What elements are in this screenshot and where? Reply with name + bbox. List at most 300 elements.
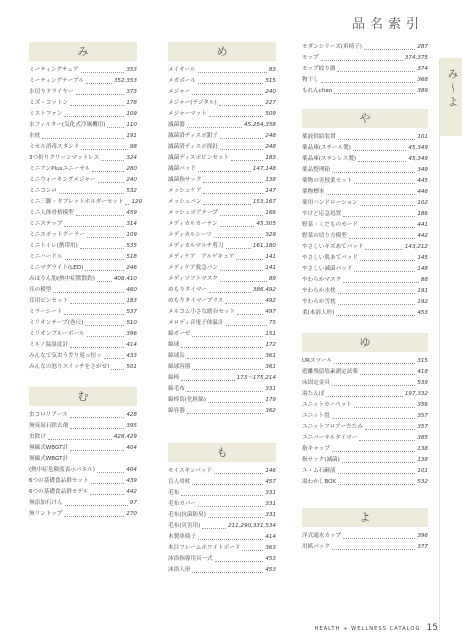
entry-page: 178 bbox=[126, 100, 137, 106]
leader-dots bbox=[87, 237, 124, 238]
index-entry[interactable] bbox=[302, 531, 428, 542]
leader-dots bbox=[220, 270, 263, 271]
index-entry[interactable] bbox=[29, 98, 137, 109]
entry-page: 145 bbox=[417, 255, 428, 261]
index-entry[interactable] bbox=[29, 329, 137, 340]
entry-page: 147,148 bbox=[252, 166, 276, 172]
index-entry[interactable] bbox=[302, 477, 428, 488]
entry-name: 3つ折りクリーンマットレス bbox=[29, 155, 100, 161]
entry-name: 柔(木浴人形) bbox=[302, 310, 335, 316]
index-entry[interactable] bbox=[302, 253, 428, 264]
index-entry[interactable] bbox=[29, 410, 137, 421]
leader-dots bbox=[85, 325, 124, 326]
index-entry[interactable] bbox=[29, 509, 137, 520]
entry-page: 459 bbox=[126, 210, 137, 216]
entry-name: 薬用ハンドローション bbox=[302, 200, 358, 206]
entry-page: 453 bbox=[265, 567, 276, 573]
index-entry[interactable] bbox=[168, 488, 276, 499]
leader-dots bbox=[65, 259, 125, 260]
index-entry[interactable] bbox=[302, 165, 428, 176]
leader-dots bbox=[202, 528, 226, 529]
entry-name: URスツール bbox=[302, 358, 333, 364]
index-entry[interactable] bbox=[302, 75, 428, 86]
index-entry[interactable] bbox=[168, 285, 276, 296]
entry-page: 161,180 bbox=[252, 243, 276, 249]
index-entry[interactable] bbox=[29, 285, 137, 296]
catalog-name: HEALTH + WELLNESS CATALOG bbox=[314, 626, 421, 632]
leader-dots bbox=[326, 396, 402, 397]
index-entry[interactable] bbox=[168, 164, 276, 175]
entry-page: 457 bbox=[265, 479, 276, 485]
index-entry[interactable] bbox=[168, 521, 276, 532]
index-entry[interactable] bbox=[29, 76, 137, 87]
index-entry[interactable] bbox=[29, 87, 137, 98]
index-entry[interactable] bbox=[168, 230, 276, 241]
index-entry[interactable] bbox=[168, 252, 276, 263]
entry-name: ミニ三脚・タブレットホルダーセット bbox=[29, 199, 124, 205]
index-entry[interactable] bbox=[168, 477, 276, 488]
entry-name: 無線式WBGT計 bbox=[29, 456, 69, 462]
index-entry[interactable] bbox=[168, 241, 276, 252]
index-entry[interactable] bbox=[168, 186, 276, 197]
leader-dots bbox=[220, 226, 255, 227]
entry-page: 329 bbox=[265, 232, 276, 238]
index-entry[interactable] bbox=[29, 142, 137, 153]
index-entry[interactable] bbox=[302, 466, 428, 477]
index-entry[interactable] bbox=[168, 142, 276, 153]
index-entry[interactable] bbox=[168, 175, 276, 186]
entry-name: 滅菌指サック bbox=[168, 177, 202, 183]
entry-page: 418 bbox=[417, 369, 428, 375]
leader-dots bbox=[237, 314, 263, 315]
index-entry[interactable] bbox=[302, 42, 428, 53]
entry-name: 綿棒筒(化粧綿) bbox=[168, 397, 206, 403]
entry-name: メイオール bbox=[168, 67, 196, 73]
entry-name: 薬品庫(ステンレス製) bbox=[302, 156, 357, 162]
entry-page: 191 bbox=[126, 133, 137, 139]
entry-page: 349 bbox=[417, 167, 428, 173]
entry-name: やさしい肌あてパッド bbox=[302, 255, 358, 261]
entry-page: 173〜175,214 bbox=[236, 375, 276, 381]
entry-name: 盲人用杖 bbox=[168, 479, 191, 485]
leader-dots bbox=[92, 171, 124, 172]
index-entry[interactable] bbox=[29, 175, 137, 186]
side-index-tab[interactable] bbox=[440, 58, 462, 136]
leader-dots bbox=[236, 259, 263, 260]
leader-dots bbox=[219, 105, 264, 106]
leader-dots bbox=[86, 83, 112, 84]
index-entry[interactable] bbox=[168, 554, 276, 565]
index-entry[interactable] bbox=[168, 395, 276, 406]
entry-name: 指サック(減菌) bbox=[302, 457, 340, 463]
entry-name: メディカルシーツ bbox=[168, 232, 212, 238]
leader-dots bbox=[214, 473, 263, 474]
entry-page: 287 bbox=[417, 44, 428, 50]
index-entry[interactable] bbox=[302, 209, 428, 220]
entry-page: 83 bbox=[268, 67, 276, 73]
entry-page: 439 bbox=[126, 478, 137, 484]
entry-page: 442 bbox=[417, 233, 428, 239]
index-entry[interactable] bbox=[168, 351, 276, 362]
index-entry[interactable] bbox=[302, 308, 428, 319]
entry-page: 148 bbox=[417, 266, 428, 272]
index-entry[interactable] bbox=[29, 186, 137, 197]
entry-name: ミストファン bbox=[29, 111, 63, 117]
leader-dots bbox=[208, 517, 263, 518]
index-entry[interactable] bbox=[302, 542, 428, 553]
index-column-3 bbox=[302, 42, 428, 553]
leader-dots bbox=[326, 194, 415, 195]
entry-page: 143,212 bbox=[404, 244, 428, 250]
section-heading: み bbox=[29, 42, 137, 61]
index-entry[interactable] bbox=[302, 86, 428, 97]
index-entry[interactable] bbox=[168, 120, 276, 131]
leader-dots bbox=[64, 116, 124, 117]
index-entry[interactable] bbox=[29, 241, 137, 252]
leader-dots bbox=[48, 439, 112, 440]
leader-dots bbox=[187, 127, 242, 128]
entry-page: 404 bbox=[126, 445, 137, 451]
entry-page: 270 bbox=[126, 511, 137, 517]
leader-dots bbox=[360, 374, 415, 375]
leader-dots bbox=[226, 325, 267, 326]
index-entry[interactable] bbox=[302, 411, 428, 422]
leader-dots bbox=[70, 347, 124, 348]
entry-page: 109 bbox=[126, 111, 137, 117]
leader-dots bbox=[181, 380, 234, 381]
index-section bbox=[29, 387, 137, 520]
index-entry[interactable] bbox=[302, 389, 428, 400]
entry-page: 433 bbox=[126, 353, 137, 359]
entry-name: やけど応急処置 bbox=[302, 211, 342, 217]
index-entry[interactable] bbox=[302, 53, 428, 64]
index-entry[interactable] bbox=[29, 296, 137, 307]
entry-name: 床固定金具 bbox=[302, 380, 330, 386]
entry-name: ミルノ温湿度計 bbox=[29, 342, 68, 348]
index-entry[interactable] bbox=[29, 208, 137, 219]
index-entry[interactable] bbox=[302, 378, 428, 389]
index-entry[interactable] bbox=[302, 187, 428, 198]
entry-page: 227 bbox=[265, 100, 276, 106]
index-entry[interactable] bbox=[168, 87, 276, 98]
leader-dots bbox=[192, 369, 263, 370]
page-title: 品名索引 bbox=[351, 17, 424, 32]
entry-page: 186 bbox=[417, 211, 428, 217]
entry-page: 373 bbox=[126, 89, 137, 95]
entry-page: 497 bbox=[265, 309, 276, 315]
index-entry[interactable] bbox=[302, 198, 428, 209]
index-entry[interactable] bbox=[29, 362, 137, 373]
index-entry[interactable] bbox=[168, 219, 276, 230]
index-entry[interactable] bbox=[168, 296, 276, 307]
entry-name: 薬品庫(スチール製) bbox=[302, 145, 351, 151]
section-heading: よ bbox=[302, 508, 428, 527]
leader-dots bbox=[198, 171, 251, 172]
index-entry[interactable] bbox=[302, 400, 428, 411]
index-entry[interactable] bbox=[168, 543, 276, 554]
entry-page: 331 bbox=[265, 501, 276, 507]
index-entry[interactable] bbox=[302, 220, 428, 231]
index-entry[interactable] bbox=[168, 565, 276, 576]
entry-list bbox=[168, 61, 276, 417]
index-section bbox=[168, 443, 276, 576]
index-entry[interactable] bbox=[168, 373, 276, 384]
leader-dots bbox=[332, 549, 415, 550]
leader-dots bbox=[209, 116, 263, 117]
leader-dots bbox=[338, 139, 416, 140]
entry-page: 211,290,331,534 bbox=[227, 523, 276, 529]
leader-dots bbox=[214, 237, 263, 238]
leader-dots bbox=[220, 149, 263, 150]
entry-page: 537 bbox=[126, 309, 137, 315]
index-entry[interactable] bbox=[168, 340, 276, 351]
entry-page: 357 bbox=[417, 413, 428, 419]
entry-name: ミセル消毒スタンド bbox=[29, 144, 80, 150]
index-entry[interactable] bbox=[168, 109, 276, 120]
entry-name: 指キャップ bbox=[302, 446, 330, 452]
index-entry[interactable] bbox=[168, 153, 276, 164]
index-entry[interactable] bbox=[29, 164, 137, 175]
leader-dots bbox=[209, 292, 251, 293]
index-entry[interactable] bbox=[29, 307, 137, 318]
index-entry[interactable] bbox=[29, 153, 137, 164]
entry-name: メルコム小さな踏台セット bbox=[168, 309, 236, 315]
entry-page: 389 bbox=[417, 88, 428, 94]
leader-dots bbox=[70, 450, 124, 451]
leader-dots bbox=[192, 484, 263, 485]
entry-name: ミニスポットクーラー bbox=[29, 232, 85, 238]
leader-dots bbox=[365, 429, 415, 430]
leader-dots bbox=[332, 172, 415, 173]
leader-dots bbox=[64, 226, 124, 227]
entry-page: 45,349 bbox=[408, 145, 428, 151]
entry-page: 356 bbox=[417, 402, 428, 408]
entry-page: 75 bbox=[268, 320, 276, 326]
leader-dots bbox=[125, 204, 129, 205]
leader-dots bbox=[85, 270, 124, 271]
entry-name: 毛布 bbox=[168, 490, 180, 496]
index-entry[interactable] bbox=[29, 263, 137, 274]
index-entry[interactable] bbox=[29, 252, 137, 263]
entry-name: 無添加石けん bbox=[29, 500, 63, 506]
entry-page: 166 bbox=[265, 210, 276, 216]
index-entry[interactable] bbox=[29, 432, 137, 443]
index-entry[interactable] bbox=[168, 384, 276, 395]
index-entry[interactable] bbox=[29, 120, 137, 131]
index-entry[interactable] bbox=[302, 264, 428, 275]
entry-name: 薬品整理箱 bbox=[302, 167, 330, 173]
entry-page: 192 bbox=[417, 299, 428, 305]
index-entry[interactable] bbox=[29, 351, 137, 362]
leader-dots bbox=[220, 281, 267, 282]
leader-dots bbox=[321, 60, 403, 61]
entry-page: 535 bbox=[126, 243, 137, 249]
entry-name: ユニバーサルタイマー bbox=[302, 435, 358, 441]
index-entry[interactable] bbox=[302, 143, 428, 154]
leader-dots bbox=[242, 550, 263, 551]
entry-name: メディケア アルゲキュア bbox=[168, 254, 235, 260]
index-entry[interactable] bbox=[302, 64, 428, 75]
leader-dots bbox=[334, 93, 415, 94]
index-entry[interactable] bbox=[168, 307, 276, 318]
entry-name: やさしい減菌パッド bbox=[302, 266, 353, 272]
entry-name: ミリオンテープ(巻尺) bbox=[29, 320, 84, 326]
entry-page: 179 bbox=[265, 397, 276, 403]
index-entry[interactable] bbox=[168, 510, 276, 521]
entry-page: 518 bbox=[126, 254, 137, 260]
leader-dots bbox=[192, 572, 263, 573]
index-entry[interactable] bbox=[29, 197, 143, 208]
entry-name: モイスキンパッド bbox=[168, 468, 213, 474]
entry-page: 501 bbox=[126, 364, 137, 370]
index-entry[interactable] bbox=[29, 274, 137, 285]
index-entry[interactable] bbox=[29, 476, 137, 487]
entry-page: 352,353 bbox=[113, 78, 137, 84]
index-entry[interactable] bbox=[29, 318, 137, 329]
entry-page: 248 bbox=[265, 133, 276, 139]
entry-page: 109 bbox=[126, 232, 137, 238]
index-entry[interactable] bbox=[29, 230, 137, 241]
index-entry[interactable] bbox=[302, 154, 428, 165]
leader-dots bbox=[359, 440, 415, 441]
section-heading: め bbox=[168, 42, 276, 61]
entry-name: 耳用ピンセット bbox=[29, 298, 69, 304]
index-entry[interactable] bbox=[302, 275, 428, 286]
index-entry[interactable] bbox=[302, 367, 428, 378]
entry-name: 綿ガーゼ bbox=[168, 331, 191, 337]
entry-page: 374 bbox=[417, 66, 428, 72]
entry-name: メディソフトマスク bbox=[168, 276, 218, 282]
entry-page: 183 bbox=[126, 298, 137, 304]
index-entry[interactable] bbox=[302, 433, 428, 444]
leader-dots bbox=[220, 215, 263, 216]
entry-page: 414 bbox=[126, 342, 137, 348]
index-entry[interactable] bbox=[29, 109, 137, 120]
leader-dots bbox=[81, 149, 128, 150]
entry-name: (熱中症危険度表示パネル) bbox=[29, 467, 95, 473]
index-entry[interactable] bbox=[168, 65, 276, 76]
index-entry[interactable] bbox=[29, 487, 137, 498]
entry-page: 191 bbox=[417, 288, 428, 294]
index-entry[interactable] bbox=[29, 131, 137, 142]
index-entry[interactable] bbox=[29, 421, 137, 432]
index-entry[interactable] bbox=[29, 498, 137, 509]
index-entry[interactable] bbox=[302, 444, 428, 455]
index-entry[interactable] bbox=[168, 499, 276, 510]
entry-page: 141 bbox=[265, 254, 276, 260]
leader-dots bbox=[111, 369, 124, 370]
entry-name: ミニステップ bbox=[29, 221, 63, 227]
index-entry[interactable] bbox=[168, 329, 276, 340]
index-entry[interactable] bbox=[302, 286, 428, 297]
index-entry[interactable] bbox=[29, 340, 137, 351]
entry-page: 539 bbox=[417, 380, 428, 386]
entry-page: 147 bbox=[265, 188, 276, 194]
entry-name: ユニットカーペット bbox=[302, 402, 352, 408]
index-entry[interactable] bbox=[168, 208, 276, 219]
leader-dots bbox=[76, 215, 125, 216]
entry-page: 246 bbox=[126, 265, 137, 271]
index-entry[interactable] bbox=[168, 318, 276, 329]
index-entry[interactable] bbox=[29, 219, 137, 230]
index-entry[interactable] bbox=[302, 231, 428, 242]
entry-page: 151 bbox=[265, 331, 276, 337]
index-entry[interactable] bbox=[168, 263, 276, 274]
entry-page: 386,492 bbox=[252, 287, 276, 293]
entry-name: ミニアンPlusユニーサル bbox=[29, 166, 91, 172]
entry-name: 毛布カバー bbox=[168, 501, 196, 507]
entry-name: 湯たんぽ bbox=[302, 391, 325, 397]
leader-dots bbox=[354, 271, 415, 272]
index-entry[interactable] bbox=[168, 197, 276, 208]
entry-name: 無線式WBGT計 bbox=[29, 445, 69, 451]
index-entry[interactable] bbox=[302, 176, 428, 187]
index-entry[interactable] bbox=[168, 131, 276, 142]
leader-dots bbox=[354, 407, 415, 408]
leader-dots bbox=[338, 304, 416, 305]
leader-dots bbox=[353, 150, 407, 151]
entry-page: 331 bbox=[265, 386, 276, 392]
index-entry[interactable] bbox=[302, 356, 428, 367]
index-entry[interactable] bbox=[302, 455, 428, 466]
entry-page: 453 bbox=[265, 556, 276, 562]
index-entry[interactable] bbox=[29, 465, 137, 476]
index-section bbox=[302, 42, 428, 97]
index-entry[interactable] bbox=[302, 422, 428, 433]
entry-page: 368 bbox=[417, 77, 428, 83]
section-heading: む bbox=[29, 387, 137, 406]
entry-page: 357 bbox=[417, 424, 428, 430]
leader-dots bbox=[81, 72, 125, 73]
index-entry[interactable] bbox=[29, 443, 137, 454]
entry-name: やわらか水枕 bbox=[302, 288, 336, 294]
entry-page: 102 bbox=[417, 200, 428, 206]
entry-name: 野菜・くだものカード bbox=[302, 222, 358, 228]
leader-dots bbox=[198, 83, 263, 84]
entry-name: 綿球容器 bbox=[168, 364, 191, 370]
entry-page: 248 bbox=[265, 144, 276, 150]
entry-name: 薬物標本 bbox=[302, 189, 325, 195]
index-entry[interactable] bbox=[168, 98, 276, 109]
index-entry[interactable] bbox=[168, 274, 276, 285]
leader-dots bbox=[349, 238, 416, 239]
leader-dots bbox=[332, 451, 415, 452]
index-entry[interactable] bbox=[302, 297, 428, 308]
index-entry[interactable] bbox=[168, 362, 276, 373]
index-entry[interactable] bbox=[168, 532, 276, 543]
index-entry[interactable] bbox=[29, 454, 137, 465]
index-entry[interactable] bbox=[302, 132, 428, 143]
entry-name: 遊離残留塩素測定試薬 bbox=[302, 369, 358, 375]
entry-name: 湯わかしBOX bbox=[302, 479, 336, 485]
entry-name: 虫コロリアース bbox=[29, 412, 68, 418]
index-entry[interactable] bbox=[168, 76, 276, 87]
entry-name: 毛布(抗菌防臭) bbox=[168, 512, 206, 518]
index-entry[interactable] bbox=[168, 466, 276, 477]
entry-page: 197,332 bbox=[404, 391, 428, 397]
index-entry[interactable] bbox=[29, 65, 137, 76]
index-entry[interactable] bbox=[168, 406, 276, 417]
side-index-tab-label: み〜よ bbox=[446, 68, 459, 110]
entry-page: 509 bbox=[265, 111, 276, 117]
index-entry[interactable] bbox=[302, 242, 428, 253]
entry-name: 用紙パック bbox=[302, 544, 330, 550]
entry-name: 綿棒 bbox=[168, 375, 180, 381]
entry-page: 446 bbox=[417, 189, 428, 195]
entry-page: 101 bbox=[417, 134, 428, 140]
entry-page: 315 bbox=[417, 358, 428, 364]
entry-name: メディケア救急バン bbox=[168, 265, 218, 271]
